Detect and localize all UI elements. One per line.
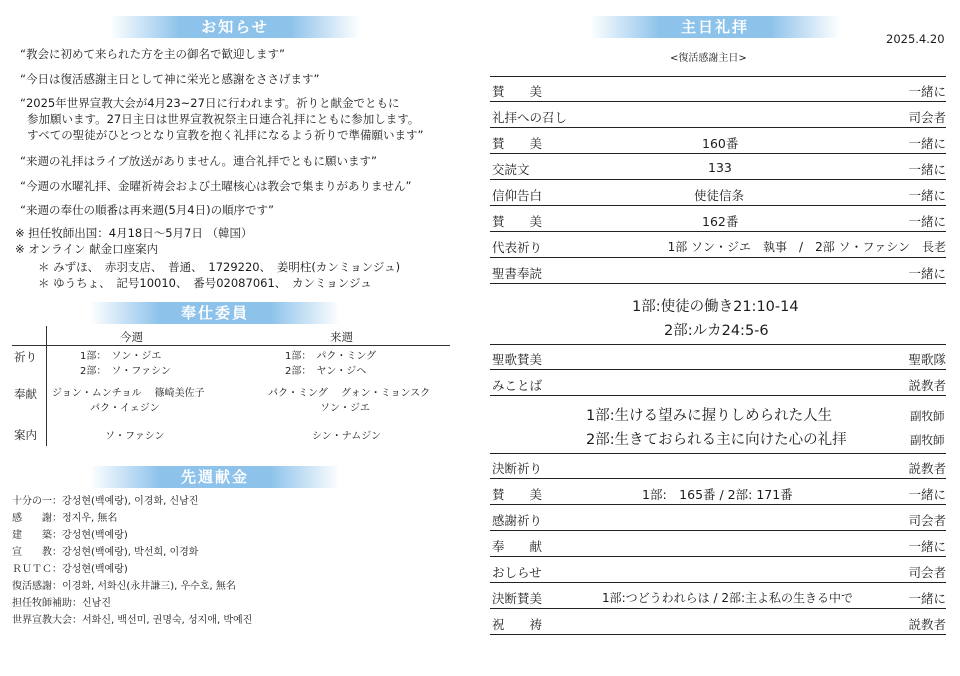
table-cell: 2部： ヤン・ジヘ (285, 366, 367, 377)
order-label: 聖歌賛美 (492, 352, 543, 367)
order-row (490, 457, 946, 477)
table-cell: パク・ミング グォン・ミョンスク (268, 388, 431, 399)
order-label: 賛 美 (492, 487, 543, 502)
order-row (490, 80, 946, 100)
order-content: 160番 (702, 136, 739, 151)
table-divider (46, 326, 47, 446)
order-content: 1部 ソン・ジエ 執事 / 2部 ソ・ファシン 長老 (667, 240, 946, 254)
col-next-week: 来週 (330, 330, 353, 344)
order-label: 礼拝への召し (492, 110, 568, 125)
offering-item: 世界宣教大会：서화신, 백선미, 권명숙, 성지애, 박예진 (12, 615, 253, 626)
row-label-prayer: 祈り (14, 350, 37, 364)
notice-item: “2025年世界宣教大会が4月23~27日に行われます。祈りと献金でともに (20, 96, 400, 110)
order-leader: 一緒に (908, 539, 946, 554)
offering-item: 復活感謝：이경화, 서화신(永井謙三), 우수호, 無名 (12, 581, 236, 592)
order-row (490, 587, 946, 607)
row-label-offering: 奉献 (14, 387, 37, 401)
sermon-speaker: 副牧師 (910, 409, 945, 423)
notice-item: “今日は復活感謝主日として神に栄光と感謝をささげます” (20, 72, 320, 86)
notices-header (110, 16, 360, 38)
table-header-rule (12, 345, 450, 346)
rule (490, 634, 946, 635)
rule (490, 76, 946, 77)
order-leader: 一緒に (908, 214, 946, 229)
order-leader: 一緒に (908, 162, 946, 177)
order-label: 信仰告白 (492, 188, 543, 203)
order-row (490, 535, 946, 555)
rule (490, 582, 946, 583)
order-row (490, 132, 946, 152)
table-cell: パク・イェジン (90, 403, 160, 414)
row-label-guide: 案内 (14, 428, 37, 442)
order-leader: 一緒に (908, 188, 946, 203)
rule (490, 127, 946, 128)
order-label: 聖書奉読 (492, 266, 543, 281)
order-label: 賛 美 (492, 214, 543, 229)
order-label: 決断賛美 (492, 591, 543, 606)
table-cell: 1部： ソン・ジエ (80, 351, 162, 362)
rule (490, 257, 946, 258)
notice-item: すべての聖徒がひとつとなり宣教を抱く礼拝になるよう祈りで準備願います” (27, 128, 424, 142)
notice-item: “来週の奉仕の順番は再来週(5月4日)の順序です” (20, 203, 275, 217)
order-row (490, 374, 946, 394)
order-row (490, 158, 946, 178)
order-label: 賛 美 (492, 136, 543, 151)
rule (490, 504, 946, 505)
order-row (490, 613, 946, 633)
worship-header-label: 主日礼拝 (680, 18, 749, 36)
notice-item: ＊ ゆうちょ、 記号10010、 番号02087061、 カンミョンジュ (38, 276, 372, 290)
order-leader: 司会者 (908, 513, 946, 528)
rule (490, 530, 946, 531)
order-content: 使徒信条 (694, 188, 745, 203)
order-content: 1部: 165番 / 2部: 171番 (642, 487, 793, 502)
table-cell: ジョン・ムンチョル 篠崎美佐子 (52, 388, 205, 399)
rule (490, 101, 946, 102)
rule (490, 608, 946, 609)
order-row (490, 236, 946, 256)
order-row (490, 106, 946, 126)
order-leader: 司会者 (908, 110, 946, 125)
order-leader: 司会者 (908, 565, 946, 580)
order-label: 交読文 (492, 162, 530, 177)
order-row (490, 262, 946, 282)
notice-item: “教会に初めて来られた方を主の御名で歓迎します” (20, 47, 285, 61)
order-content: 162番 (702, 214, 739, 229)
rule (490, 453, 946, 454)
offering-item: ＲＵＴＣ：강성현(백예랑) (12, 564, 128, 575)
order-leader: 一緒に (908, 591, 946, 606)
rule (490, 344, 946, 345)
notice-item: ※ オンライン 献金口座案内 (15, 242, 159, 256)
notice-item: 参加願います。27日主日は世界宣教祝祭主日連合礼拝にともに参加します。 (27, 112, 420, 126)
offering-header-label: 先週献金 (180, 468, 249, 486)
order-row (490, 348, 946, 368)
order-leader: 一緒に (908, 136, 946, 151)
table-cell: 2部： ソ・ファシン (80, 366, 171, 377)
rule (490, 205, 946, 206)
order-label: 感謝祈り (492, 513, 543, 528)
scripture-line: 2部:ルカ24:5-6 (664, 323, 769, 339)
order-label: 決断祈り (492, 461, 543, 476)
table-cell: ソ・ファシン (105, 431, 165, 442)
worship-subtitle: <復活感謝主日> (670, 53, 747, 64)
rule (490, 478, 946, 479)
rule (490, 395, 946, 396)
order-leader: 聖歌隊 (908, 352, 946, 367)
offering-item: 感 謝：정지우, 無名 (12, 513, 118, 524)
notice-item: ※ 担任牧師出国：4月18日～5月7日 （韓国） (15, 226, 253, 240)
rule (490, 231, 946, 232)
order-label: 賛 美 (492, 84, 543, 99)
sermon-speaker: 副牧師 (910, 433, 945, 447)
table-cell: シン・ナムジン (312, 431, 381, 442)
offering-item: 宣 教：강성현(백예랑), 박선희, 이경화 (12, 547, 199, 558)
order-leader: 一緒に (908, 84, 946, 99)
order-leader: 説教者 (908, 617, 946, 632)
notices-header-label: お知らせ (201, 18, 269, 36)
order-row (490, 210, 946, 230)
order-row (490, 184, 946, 204)
order-label: 奉 献 (492, 539, 543, 554)
order-label: おしらせ (492, 565, 542, 580)
order-leader: 一緒に (908, 487, 946, 502)
rule (490, 556, 946, 557)
order-label: 祝 祷 (492, 617, 543, 632)
order-row (490, 561, 946, 581)
service-committee-header-label: 奉仕委員 (180, 304, 249, 322)
worship-date: 2025.4.20 (886, 32, 945, 46)
col-this-week: 今週 (120, 330, 143, 344)
rule (490, 179, 946, 180)
table-cell: ソン・ジエ (320, 403, 370, 414)
order-row (490, 483, 946, 503)
order-leader: 一緒に (908, 266, 946, 281)
order-row (490, 509, 946, 529)
service-committee-header (90, 302, 340, 324)
offering-item: 十分の一：강성현(백예랑), 이경화, 신남진 (12, 496, 199, 507)
worship-header (590, 16, 840, 38)
notice-item: “来週の礼拝はライブ放送がありません。連合礼拝でともに願います” (20, 154, 377, 168)
table-cell: 1部： パク・ミング (285, 351, 377, 362)
notice-item: “今週の水曜礼拝、金曜祈祷会および土曜核心は教会で集まりがありません” (20, 179, 412, 193)
order-content: 133 (708, 160, 732, 175)
order-label: 代表祈り (492, 240, 543, 255)
offering-item: 建 築：강성현(백예랑) (12, 530, 128, 541)
order-leader: 説教者 (908, 378, 946, 393)
rule (490, 369, 946, 370)
sermon-title: 1部:生ける望みに握りしめられた人生 (586, 408, 833, 424)
sermon-title: 2部:生きておられる主に向けた心の礼拝 (586, 432, 847, 448)
rule (490, 283, 946, 284)
rule (490, 153, 946, 154)
scripture-line: 1部:使徒の働き21:10-14 (632, 299, 799, 315)
offering-header (90, 466, 340, 488)
order-label: みことば (492, 378, 543, 393)
order-leader: 説教者 (908, 461, 946, 476)
notice-item: ＊ みずほ、 赤羽支店、 普通、 1729220、 姜明柱(カンミョンジュ) (38, 260, 401, 274)
order-content: 1部:つどうわれらは / 2部:主よ私の生きる中で (602, 591, 854, 605)
offering-item: 担任牧師補助：신남진 (12, 598, 111, 609)
